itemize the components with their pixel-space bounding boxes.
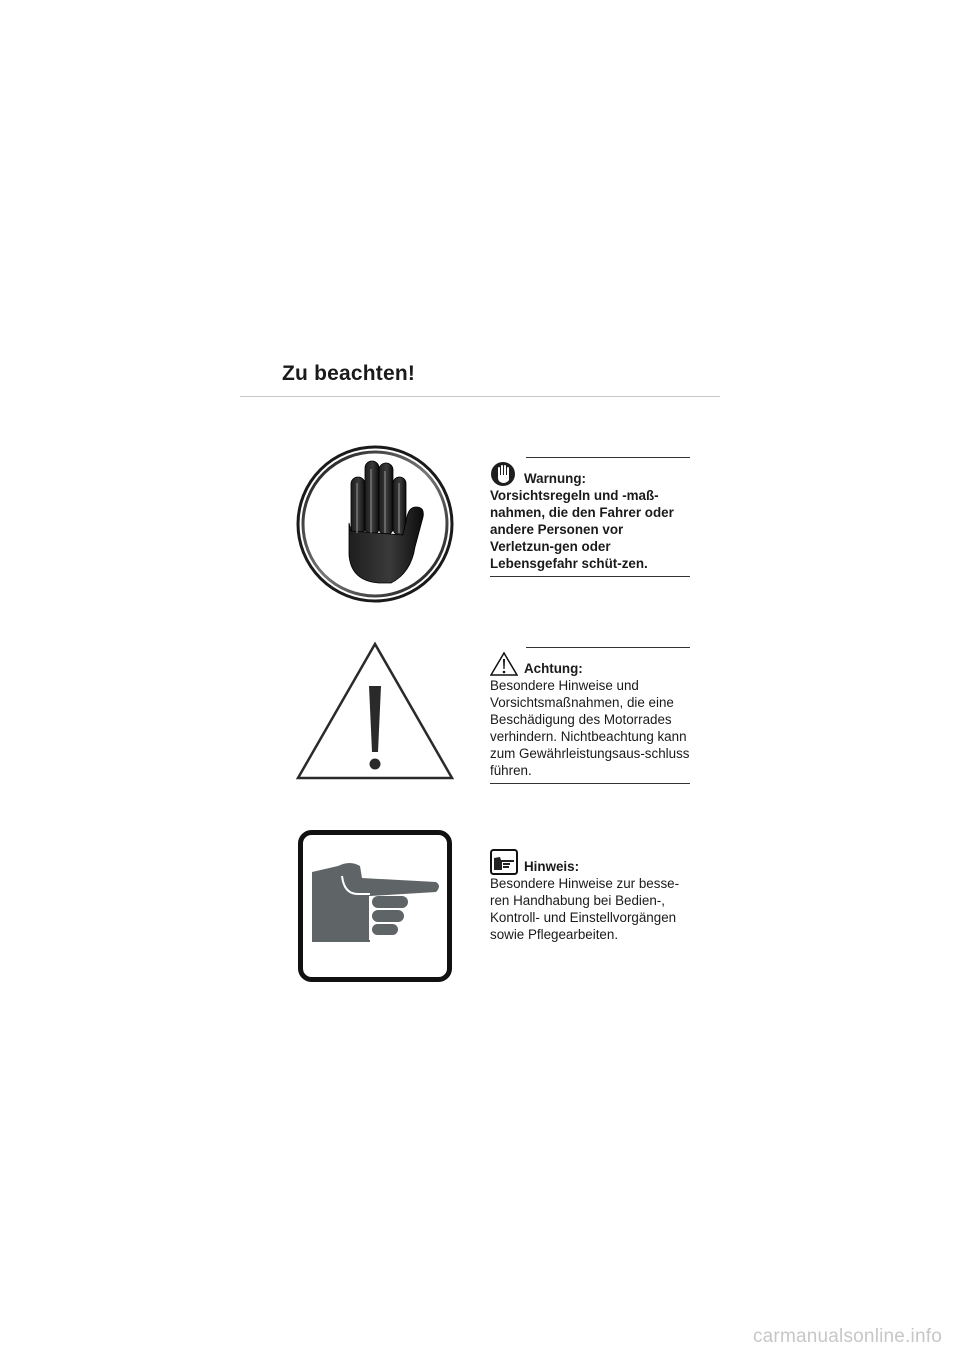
hint-label: Hinweis:	[524, 859, 580, 874]
caution-text: Besondere Hinweise und Vorsichtsmaßnahmen, die eine Beschädigung des Motorrades verhindern. Nichtbeachtung kann zum Gewährleistungsaus-schluss führen.	[490, 678, 690, 778]
note-bottom-rule	[490, 783, 690, 784]
exclamation-triangle-small-icon	[490, 651, 520, 677]
note-bottom-rule	[490, 576, 690, 577]
pointing-hand-icon	[298, 830, 452, 982]
hint-text: Besondere Hinweise zur besse-ren Handhabung bei Bedien-, Kontroll- und Einstellvorgängen sowie Pflegearbeiten.	[490, 876, 680, 942]
exclamation-triangle-icon	[294, 640, 456, 782]
warning-text: Vorsichtsregeln und -maß-nahmen, die den Fahrer oder andere Personen vor Verletzun-gen oder Lebensgefahr schüt-zen.	[490, 488, 674, 571]
hand-stop-small-icon	[490, 461, 520, 487]
hint-note	[490, 846, 690, 946]
note-top-rule	[526, 647, 690, 648]
hand-stop-icon	[295, 443, 455, 605]
note-top-rule	[526, 457, 690, 458]
pointing-hand-small-icon	[490, 849, 520, 875]
warning-note	[490, 457, 690, 577]
caution-note	[490, 647, 690, 784]
caution-label: Achtung:	[524, 661, 583, 676]
warning-label: Warnung:	[524, 471, 586, 486]
title-divider	[240, 396, 720, 397]
page-title: Zu beachten!	[282, 362, 416, 385]
watermark-text: carmanualsonline.info	[752, 1326, 942, 1347]
